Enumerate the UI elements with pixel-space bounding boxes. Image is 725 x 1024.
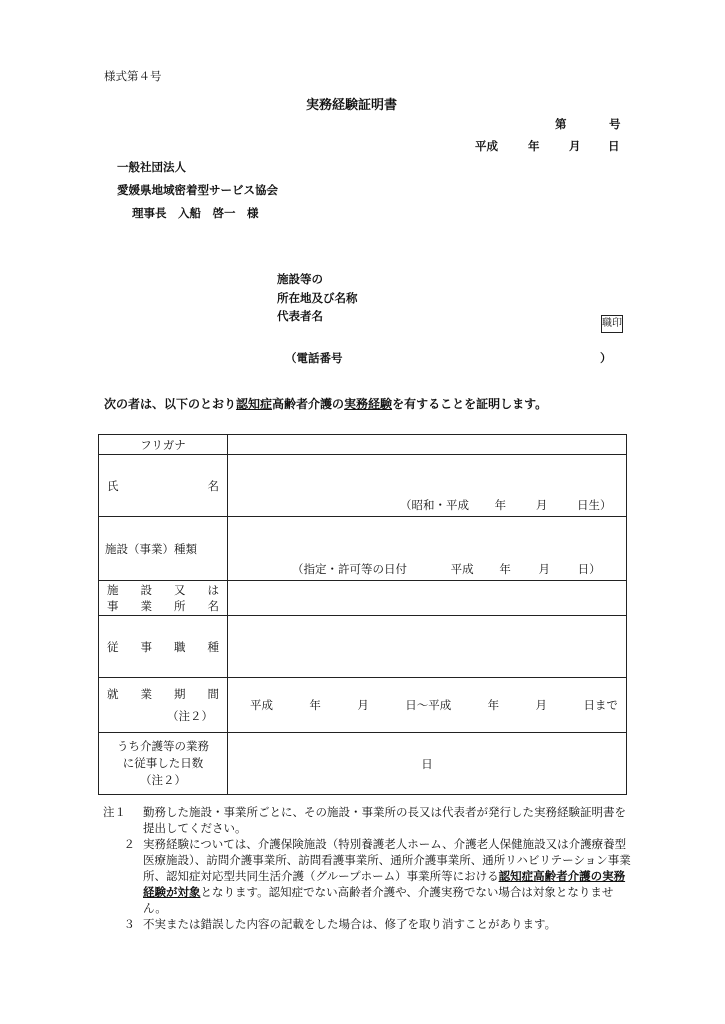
designation-era: 平成 [450, 562, 474, 576]
birth-open: （昭和・平成 [400, 498, 469, 512]
date-day: 日 [608, 139, 620, 153]
furigana-label: フリガナ [99, 435, 228, 455]
designation-open: （指定・許可等の日付 [292, 562, 407, 576]
facility-name-char: 又 [174, 583, 186, 597]
official-seal: 職印 [601, 315, 623, 333]
statement-part2: 高齢者介護の [272, 397, 345, 411]
notes-section [103, 804, 631, 932]
period-note: （注２） [167, 709, 213, 723]
date-year: 年 [528, 139, 540, 153]
birth-month: 月 [535, 498, 548, 512]
note-1-number: 注１ [103, 805, 126, 819]
note-1-text: 勤務した施設・事業所ごとに、その施設・事業所の長又は代表者が発行した実務経験証明書を提出してください。 [143, 805, 626, 835]
statement-underline-experience: 実務経験 [344, 397, 393, 411]
note-3-text: 不実または錯誤した内容の記載をした場合は、修了を取り消すことがあります。 [143, 917, 557, 931]
date-month: 月 [569, 139, 581, 153]
period-y1: 年 [309, 698, 321, 712]
facility-name-char: 設 [140, 583, 152, 597]
note-2-text-a: 実務経験については、介護保険施設（特別養護老人ホーム、介護老人保健施設又は介護療養型医療施設）、訪問介護事業所、訪問看護事業所、通所介護事業所、通所リハビリテーション事業所、認知症対応型共同生活介護（グループホーム）事業所等における [143, 837, 631, 883]
facility-name-char: は [207, 583, 219, 597]
issuer-phone-close: ） [600, 351, 612, 365]
facility-name-field[interactable] [228, 581, 627, 616]
designation-date-line [292, 561, 601, 577]
facility-name-char: 施 [107, 583, 119, 597]
addressee-org-type: 一般社団法人 [117, 160, 186, 174]
designation-day: 日） [577, 562, 601, 576]
statement-part1: 次の者は、以下のとおり [104, 397, 237, 411]
issuer-location-name: 所在地及び名称 [277, 291, 358, 305]
occupation-char: 事 [140, 639, 152, 654]
occupation-char: 従 [107, 639, 119, 654]
designation-year: 年 [499, 562, 511, 576]
name-field[interactable] [228, 455, 627, 517]
certificate-table [98, 434, 627, 795]
furigana-field[interactable] [228, 435, 627, 455]
note-3 [103, 916, 631, 932]
name-label-char: 名 [207, 478, 219, 493]
period-y2: 年 [487, 698, 500, 712]
occupation-row [99, 616, 627, 678]
occupation-field[interactable] [228, 616, 627, 678]
days-label [99, 733, 228, 795]
period-char: 就 [107, 687, 119, 701]
note-2-number: ２ [123, 837, 135, 851]
doc-number-go: 号 [609, 117, 621, 131]
form-number: 様式第４号 [104, 69, 162, 83]
facility-type-label [99, 517, 228, 581]
facility-type-field[interactable] [228, 517, 627, 581]
period-m1: 月 [357, 698, 369, 712]
note-3-number: ３ [123, 917, 135, 931]
statement-part3: を有することを証明します。 [392, 397, 548, 411]
name-row [99, 455, 627, 517]
name-label [99, 455, 228, 517]
period-char: 業 [140, 687, 152, 701]
issuer-phone-label: （電話番号 [285, 351, 343, 365]
period-m2: 月 [535, 698, 548, 712]
addressee-person: 理事長 入船 啓一 様 [132, 206, 259, 220]
period-char: 期 [174, 687, 186, 701]
days-note: （注２） [140, 773, 186, 787]
facility-type-text: 施設（事業）種類 [105, 541, 197, 556]
document-title: 実務経験証明書 [306, 98, 398, 113]
facility-name-line2 [99, 598, 227, 614]
period-d2: 日まで [583, 698, 618, 712]
issuer-facility: 施設等の [277, 272, 323, 286]
birth-day: 日生） [576, 498, 612, 512]
note-2-underlined: 認知症高齢者介護の実務経験が対象 [143, 869, 626, 899]
issuer-representative: 代表者名 [277, 309, 323, 323]
designation-month: 月 [538, 562, 550, 576]
note-2-text-b: となります。認知症でない高齢者介護や、介護実務でない場合は対象となりません。 [143, 885, 614, 915]
facility-name-line1 [99, 582, 227, 598]
period-label [99, 678, 228, 733]
period-d1: 日～平成 [405, 698, 452, 712]
period-era1: 平成 [250, 698, 273, 712]
facility-name-char: 事 [107, 599, 119, 613]
facility-name-row [99, 581, 627, 616]
certification-statement [104, 395, 547, 412]
date-era: 平成 [475, 139, 498, 153]
statement-underline-dementia: 認知症 [236, 397, 273, 411]
period-char: 間 [207, 687, 219, 701]
period-row [99, 678, 627, 733]
occupation-label [99, 616, 228, 678]
furigana-row [99, 435, 627, 455]
birthdate-line [400, 497, 611, 513]
note-2-text [143, 836, 631, 916]
note-2 [103, 836, 631, 916]
period-value-line [228, 697, 626, 713]
occupation-char: 種 [207, 639, 219, 654]
days-row [99, 733, 627, 795]
facility-name-char: 名 [207, 599, 219, 613]
facility-name-char: 業 [140, 599, 152, 613]
addressee-org-name: 愛媛県地域密着型サービス協会 [117, 183, 278, 197]
facility-name-char: 所 [174, 599, 186, 613]
name-label-char: 氏 [107, 478, 119, 493]
facility-name-label [99, 581, 228, 616]
days-label-line2: に従事した日数 [122, 756, 204, 770]
days-unit: 日 [421, 756, 433, 771]
period-field[interactable] [228, 678, 627, 733]
occupation-char: 職 [174, 639, 186, 654]
facility-type-row [99, 517, 627, 581]
note-1 [103, 804, 631, 836]
days-label-line1: うち介護等の業務 [117, 739, 209, 753]
doc-number-dai: 第 [555, 117, 567, 131]
birth-year: 年 [494, 498, 507, 512]
days-field[interactable] [228, 733, 627, 795]
